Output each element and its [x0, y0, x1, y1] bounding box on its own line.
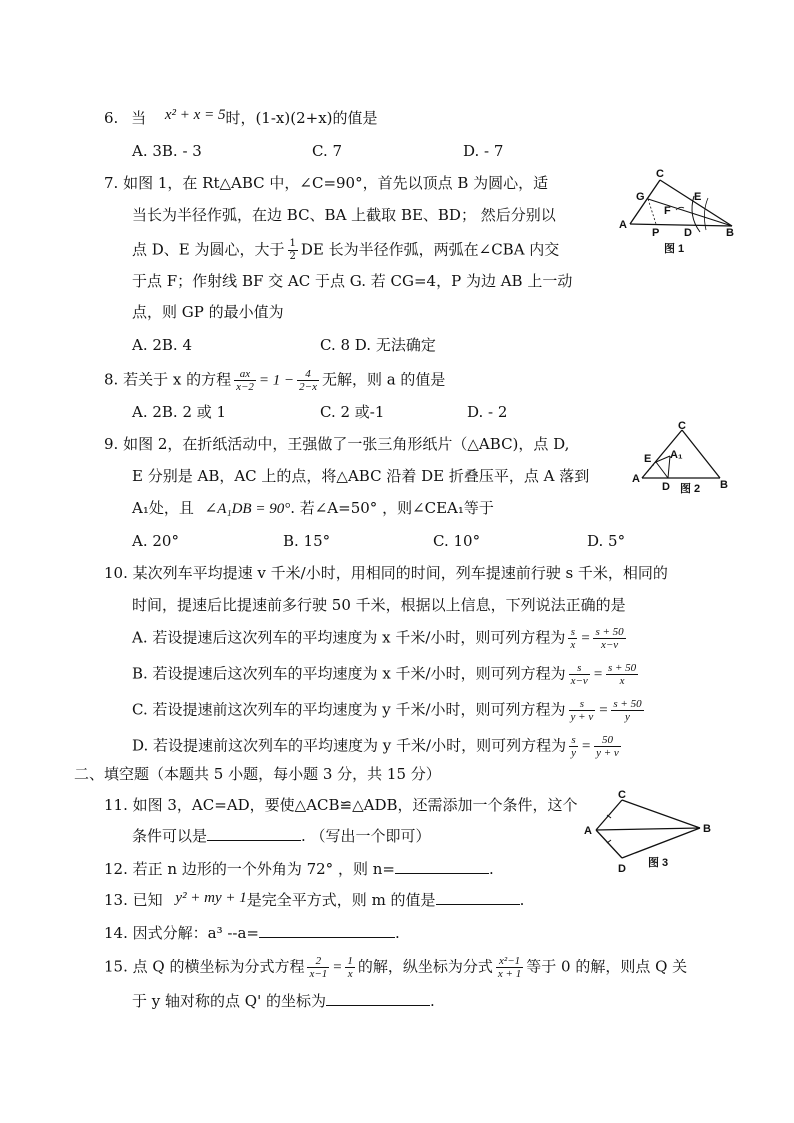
q10-line-1: 10. 某次列车平均提速 v 千米/小时，用相同的时间，列车提速前行驶 s 千米，相同的: [104, 564, 668, 582]
q6-number: 6.: [104, 109, 119, 127]
fig1-label-d: D: [684, 227, 692, 239]
figure-1-svg: [616, 166, 740, 258]
q10-option-d: [132, 734, 624, 759]
q7-line-2: 当长为半径作弧，在边 BC、BA 上截取 BE、BD； 然后分别以: [132, 206, 556, 224]
q8-frac-2: [297, 368, 319, 393]
q10-b-right-num: s + 50: [607, 662, 637, 674]
fig1-label-f: F: [664, 205, 671, 217]
q6-option-d: D. - 7: [463, 142, 504, 160]
q9-option-b: B. 15°: [283, 532, 331, 550]
q10-option-d-text: D. 若设提速前这次列车的平均速度为 y 千米/小时，则可列方程为: [132, 736, 567, 755]
q8-frac-2-den: 2−x: [299, 381, 317, 393]
q10-option-a: [132, 626, 629, 651]
q10-a-left-num: s: [570, 626, 575, 638]
figure-1: [616, 166, 740, 258]
fig2-label-e: E: [644, 453, 652, 465]
q7-option-ab: A. 2B. 4: [132, 336, 193, 354]
q9-option-c: C. 10°: [433, 532, 481, 550]
fig1-caption: 图 1: [664, 243, 685, 255]
q8-frac-2-num: 4: [305, 368, 311, 380]
q15-post: 等于 0 的解，则点 Q 关: [526, 957, 688, 976]
fig2-label-b: B: [720, 479, 728, 491]
q15-line-2: [132, 991, 435, 1011]
fig3-label-c: C: [618, 789, 626, 801]
q8-frac-1: [234, 368, 256, 393]
figure-2: [632, 420, 728, 496]
fig1-label-b: B: [726, 227, 734, 239]
fig2-label-d: D: [662, 481, 670, 493]
q10-d-eq: =: [581, 738, 592, 755]
q15-frac-3-num: x²−1: [499, 955, 521, 967]
q9-line-3: [132, 498, 494, 519]
q14-answer-blank[interactable]: [259, 923, 395, 938]
q12-answer-blank[interactable]: [395, 859, 489, 874]
q7-half-den: 2: [289, 251, 296, 262]
q15-answer-blank[interactable]: [326, 991, 430, 1006]
q15-frac-2-den: x: [345, 967, 355, 980]
q10-option-c-text: C. 若设提速前这次列车的平均速度为 y 千米/小时，则可列方程为: [132, 700, 566, 719]
fig3-caption: 图 3: [648, 857, 669, 869]
q12-line: [104, 859, 494, 879]
q15-frac-2: [345, 955, 355, 980]
q9-line-3-post: . 若∠A=50° ，则∠CEA₁等于: [290, 499, 494, 517]
q9-line-3-pre: A₁处，且: [132, 499, 194, 517]
q10-a-right-frac: [593, 626, 625, 651]
q8-option-ab: A. 2B. 2 或 1: [132, 403, 227, 421]
q7-line-4: 于点 F；作射线 BF 交 AC 于点 G. 若 CG=4，P 为边 AB 上一动: [132, 272, 573, 290]
fig2-label-c: C: [678, 420, 686, 432]
q6-option-c: C. 7: [312, 142, 343, 160]
q10-d-right-frac: [594, 734, 621, 759]
q14-pre: 14. 因式分解：a³ --a=: [104, 924, 259, 942]
q10-b-left-num: s: [577, 662, 582, 674]
q8-line: [104, 368, 445, 393]
q8-option-d: D. - 2: [467, 403, 508, 421]
q10-d-right-num: 50: [601, 734, 613, 746]
q10-c-left-num: s: [579, 698, 585, 710]
q10-a-eq: =: [580, 630, 591, 647]
q12-post: .: [488, 860, 494, 878]
q11-answer-blank[interactable]: [207, 826, 301, 841]
figure-2-svg: [632, 420, 728, 496]
q15-frac-1-num: 2: [315, 955, 322, 967]
q9-line-2: E 分别是 AB，AC 上的点，将△ABC 沿着 DE 折叠压平，点 A 落到: [132, 467, 590, 485]
fig2-caption: 图 2: [680, 483, 701, 495]
q15-mid: 的解，纵坐标为分式: [357, 957, 493, 976]
q10-d-left-frac: [569, 734, 578, 759]
q15-line-1: [104, 955, 687, 980]
fig3-label-a: A: [584, 825, 592, 837]
q10-b-left-frac: [569, 662, 590, 687]
q10-option-b: [132, 662, 641, 687]
q6-line: [104, 108, 378, 129]
q15-frac-2-num: 1: [347, 955, 353, 967]
q15-frac-1-den: x−1: [309, 968, 328, 980]
q15-pre: 15. 点 Q 的横坐标为分式方程: [104, 957, 305, 976]
figure-3: [582, 788, 718, 876]
q13-line: [104, 890, 524, 911]
fig1-label-p: P: [652, 227, 660, 239]
fig2-label-a: A: [632, 473, 640, 485]
q8-frac-1-num: ax: [239, 368, 251, 380]
q10-c-left-den: y + v: [570, 711, 594, 723]
q13-answer-blank[interactable]: [436, 890, 520, 905]
q7-line-1: 7. 如图 1，在 Rt△ABC 中，∠C=90°，首先以顶点 B 为圆心，适: [104, 174, 549, 192]
q10-c-eq: =: [598, 702, 609, 719]
q10-option-c: [132, 698, 647, 723]
q10-a-left-frac: [568, 626, 577, 651]
q10-c-right-frac: [611, 698, 643, 723]
q8-post: 无解，则 a 的值是: [321, 370, 446, 389]
q10-b-eq: =: [592, 666, 603, 683]
fig3-label-b: B: [703, 823, 711, 835]
q10-a-right-num: s + 50: [595, 626, 624, 638]
q7-half-fraction: [288, 238, 298, 263]
q8-mid: = 1 −: [258, 372, 295, 389]
q10-c-right-den: y: [611, 710, 643, 723]
q7-line-3-post: DE 长为半径作弧，两弧在∠CBA 内交: [300, 240, 560, 259]
q10-b-left-den: x−v: [570, 675, 588, 687]
fig2-label-a1: A₁: [670, 449, 683, 461]
q13-mid: 是完全平方式，则 m 的值是: [246, 891, 436, 909]
q9-line-1: 9. 如图 2，在折纸活动中，王强做了一张三角形纸片（△ABC)，点 D,: [104, 435, 570, 453]
q10-d-left-den: y: [571, 747, 576, 759]
q9-option-a: A. 20°: [132, 532, 179, 550]
q10-line-2: 时间，提速后比提速前多行驶 50 千米，根据以上信息，下列说法正确的是: [132, 596, 626, 614]
q11-line-1: 11. 如图 3，AC=AD，要使△ACB≌△ADB，还需添加一个条件，这个: [104, 796, 578, 814]
q7-line-3-pre: 点 D、E 为圆心，大于: [132, 240, 285, 259]
q13-post: .: [519, 891, 525, 909]
q12-pre: 12. 若正 n 边形的一个外角为 72° ，则 n=: [104, 860, 395, 878]
q6-pre: 当: [131, 109, 147, 127]
q8-option-c: C. 2 或-1: [320, 403, 385, 421]
q8-frac-1-den: x−2: [236, 381, 254, 393]
q6-equation: x² + x = 5: [164, 107, 226, 123]
q15-frac-1: [307, 955, 329, 980]
q11-line-2-pre: 条件可以是: [132, 827, 208, 845]
q7-option-cd: C. 8 D. 无法确定: [320, 336, 436, 354]
q10-b-right-frac: [606, 662, 638, 687]
q10-c-left-frac: [569, 698, 596, 723]
q10-option-b-text: B. 若设提速后这次列车的平均速度为 x 千米/小时，则可列方程为: [132, 664, 566, 683]
fig3-label-d: D: [618, 863, 626, 875]
fig1-label-c: C: [656, 168, 664, 180]
q13-pre: 13. 已知: [104, 891, 163, 909]
q8-pre: 8. 若关于 x 的方程: [104, 370, 232, 389]
section-2-title: 二、填空题（本题共 5 小题，每小题 3 分，共 15 分）: [74, 765, 441, 783]
q9-option-d: D. 5°: [587, 532, 626, 550]
q6-option-a: A. 3B. - 3: [132, 142, 202, 160]
q10-a-left-den: x: [570, 639, 576, 651]
q15-frac-3-den: x + 1: [497, 968, 522, 980]
figure-3-svg: [582, 788, 718, 876]
q11-line-2-post: . （写出一个即可）: [301, 827, 431, 845]
q15-frac-3: [496, 955, 523, 980]
q9-angle-eq: ∠A₁DB = 90°: [204, 501, 291, 517]
q10-d-left-num: s: [571, 734, 576, 746]
q14-post: .: [395, 924, 400, 942]
q15-line-2-post: .: [429, 992, 435, 1010]
q10-a-right-den: x−v: [593, 638, 625, 651]
q13-expression: y² + my + 1: [175, 890, 247, 906]
q15-line-2-pre: 于 y 轴对称的点 Q' 的坐标为: [132, 992, 326, 1010]
q6-post: 时，(1-x)(2+x)的值是: [225, 109, 378, 127]
fig1-label-e: E: [694, 191, 702, 203]
q10-d-right-den: y + v: [596, 747, 619, 759]
q10-option-a-text: A. 若设提速后这次列车的平均速度为 x 千米/小时，则可列方程为: [132, 628, 566, 647]
q15-eq: =: [332, 959, 343, 976]
q7-half-num: 1: [289, 238, 296, 249]
q11-line-2: [132, 826, 431, 846]
fig1-label-a: A: [619, 219, 627, 231]
q7-line-5: 点，则 GP 的最小值为: [132, 303, 284, 321]
q10-b-right-den: x: [606, 674, 638, 687]
q10-c-right-num: s + 50: [613, 698, 642, 710]
q14-line: [104, 923, 400, 943]
fig1-label-g: G: [636, 191, 645, 203]
q7-line-3: [132, 238, 559, 263]
